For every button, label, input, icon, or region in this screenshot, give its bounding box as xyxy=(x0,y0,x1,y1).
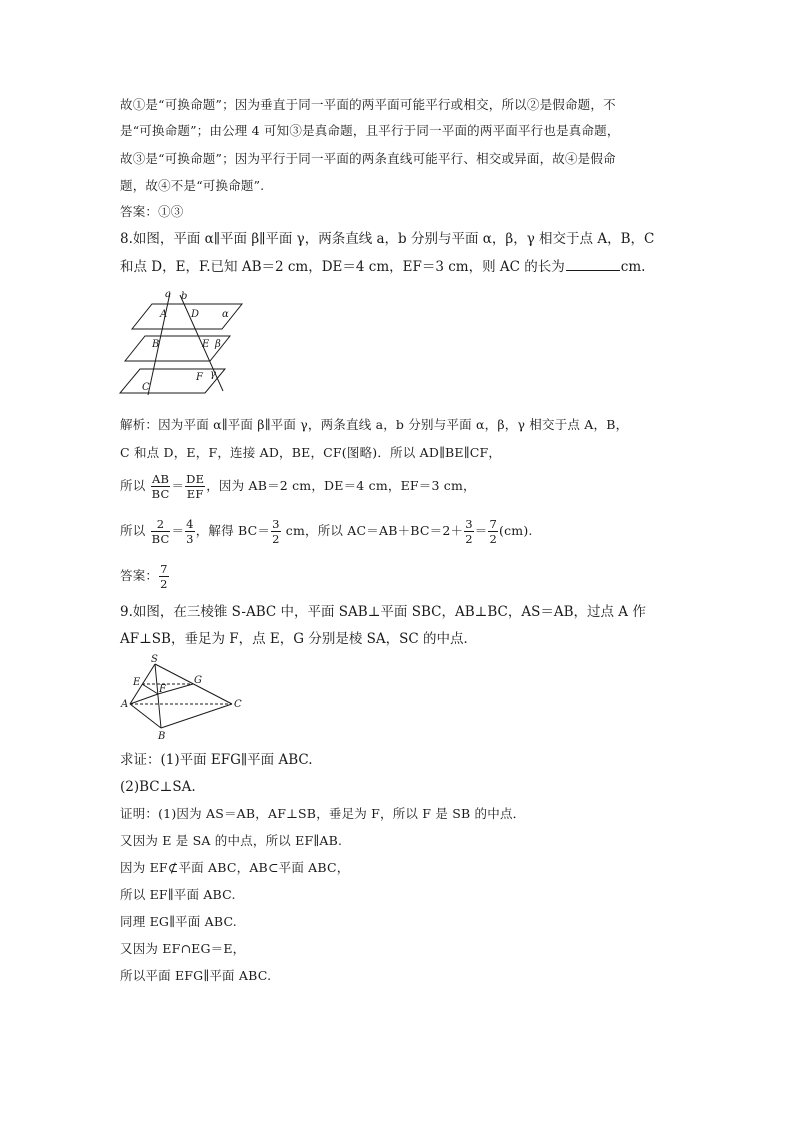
answer-line xyxy=(120,562,170,591)
fraction-3-2: $\frac{3}{2}$ xyxy=(272,517,280,546)
solution-line xyxy=(120,517,533,546)
prove-statement: 求证：(1)平面 EFG∥平面 ABC. xyxy=(120,752,313,768)
solution-text: 所以 xyxy=(120,523,146,538)
label-D: D xyxy=(191,309,200,320)
label-C: C xyxy=(142,382,150,393)
answer-line: 答案：①③ xyxy=(120,204,184,219)
solution-text: ，解得 BC＝ xyxy=(195,523,271,538)
proof-line: 所以 EF∥平面 ABC. xyxy=(120,887,236,902)
solution-line: C 和点 D，E，F，连接 AD，BE，CF(图略)．所以 AD∥BE∥CF， xyxy=(120,445,502,460)
segment-af xyxy=(130,694,158,704)
proof-line: 证明：(1)因为 AS＝AB，AF⊥SB，垂足为 F，所以 F 是 SB 的中点． xyxy=(120,806,526,821)
equals-sign: ＝ xyxy=(171,523,185,538)
solution-text: ，因为 AB＝2 cm，DE＝4 cm，EF＝3 cm， xyxy=(206,478,476,493)
fraction-7-2: $\frac{7}{2}$ xyxy=(489,517,497,546)
solution-text: 所以 xyxy=(120,478,146,493)
segment-ef xyxy=(142,684,158,694)
question-8-line: 8.如图，平面 α∥平面 β∥平面 γ，两条直线 a，b 分别与平面 α，β，γ 相交于点 A，B，C xyxy=(120,231,655,247)
label-alpha: α xyxy=(222,309,229,320)
edge-ab xyxy=(130,704,161,728)
fraction-de-ef: $\frac{DE}{EF}$ xyxy=(186,472,205,501)
proof-line: 因为 EF⊄平面 ABC，AB⊂平面 ABC， xyxy=(120,860,350,875)
answer-blank xyxy=(566,258,620,271)
fraction-3-2: $\frac{3}{2}$ xyxy=(465,517,473,546)
text-line: 故①是“可换命题”；因为垂直于同一平面的两平面可能平行或相交，所以②是假命题，不 xyxy=(120,97,616,112)
label-F: F xyxy=(196,372,203,383)
edge-sb xyxy=(155,664,161,728)
proof-line: 又因为 EF∩EG＝E， xyxy=(120,941,246,956)
label-A: A xyxy=(121,699,129,710)
fraction-4-3: $\frac{4}{3}$ xyxy=(186,517,194,546)
label-B: B xyxy=(152,339,160,350)
label-b: b xyxy=(181,291,188,302)
text-line: 是“可换命题”；由公理 4 可知③是真命题，且平行于同一平面的两平面平行也是真命题， xyxy=(120,123,620,138)
label-G: G xyxy=(194,675,202,686)
question-8-text: 和点 D，E，F.已知 AB＝2 cm，DE＝4 cm，EF＝3 cm，则 AC 的长为 xyxy=(120,259,565,275)
label-E: E xyxy=(133,677,141,688)
answer-label: 答案： xyxy=(120,568,159,583)
fraction-ab-bc: $\frac{AB}{BC}$ xyxy=(151,472,170,501)
label-E: E xyxy=(202,339,210,350)
question-9-line: 9.如图，在三棱锥 S-ABC 中，平面 SAB⊥平面 SBC，AB⊥BC，AS＝AB，过点 A 作 xyxy=(120,604,646,620)
question-8-line xyxy=(120,258,645,276)
proof-line: 又因为 E 是 SA 的中点，所以 EF∥AB. xyxy=(120,833,343,848)
equals-sign: ＝ xyxy=(171,478,185,493)
proof-line: 所以平面 EFG∥平面 ABC. xyxy=(120,968,272,983)
tetrahedron-figure xyxy=(118,654,248,746)
question-9-line: AF⊥SB，垂足为 F，点 E，G 分别是棱 SA，SC 的中点． xyxy=(120,631,478,647)
label-A: A xyxy=(160,309,168,320)
solution-line: 解析：因为平面 α∥平面 β∥平面 γ，两条直线 a，b 分别与平面 α，β，γ 相交于点 A，B， xyxy=(120,417,629,432)
text-line: 故③是“可换命题”；因为平行于同一平面的两条直线可能平行、相交或异面，故④是假命 xyxy=(120,151,616,166)
solution-text: cm，所以 AC＝AB＋BC＝2＋ xyxy=(281,523,464,538)
answer-fraction: $\frac{7}{2}$ xyxy=(160,562,168,591)
label-C: C xyxy=(234,699,242,710)
label-beta: β xyxy=(215,339,221,350)
edge-bc xyxy=(161,704,232,728)
parallel-planes-figure xyxy=(118,289,244,397)
label-B: B xyxy=(158,731,166,742)
equals-sign: ＝ xyxy=(474,523,488,538)
prove-statement: (2)BC⊥SA. xyxy=(120,779,196,795)
solution-line xyxy=(120,472,476,501)
solution-text: (cm). xyxy=(499,523,533,538)
question-8-unit: cm. xyxy=(620,259,646,275)
label-a: a xyxy=(165,289,171,300)
proof-line: 同理 EG∥平面 ABC. xyxy=(120,914,237,929)
label-F: F xyxy=(159,684,166,695)
label-S: S xyxy=(151,654,158,665)
label-gamma: γ xyxy=(210,369,216,380)
fraction-2-bc: $\frac{2}{BC}$ xyxy=(151,517,170,546)
text-line: 题，故④不是“可换命题”. xyxy=(120,178,265,193)
